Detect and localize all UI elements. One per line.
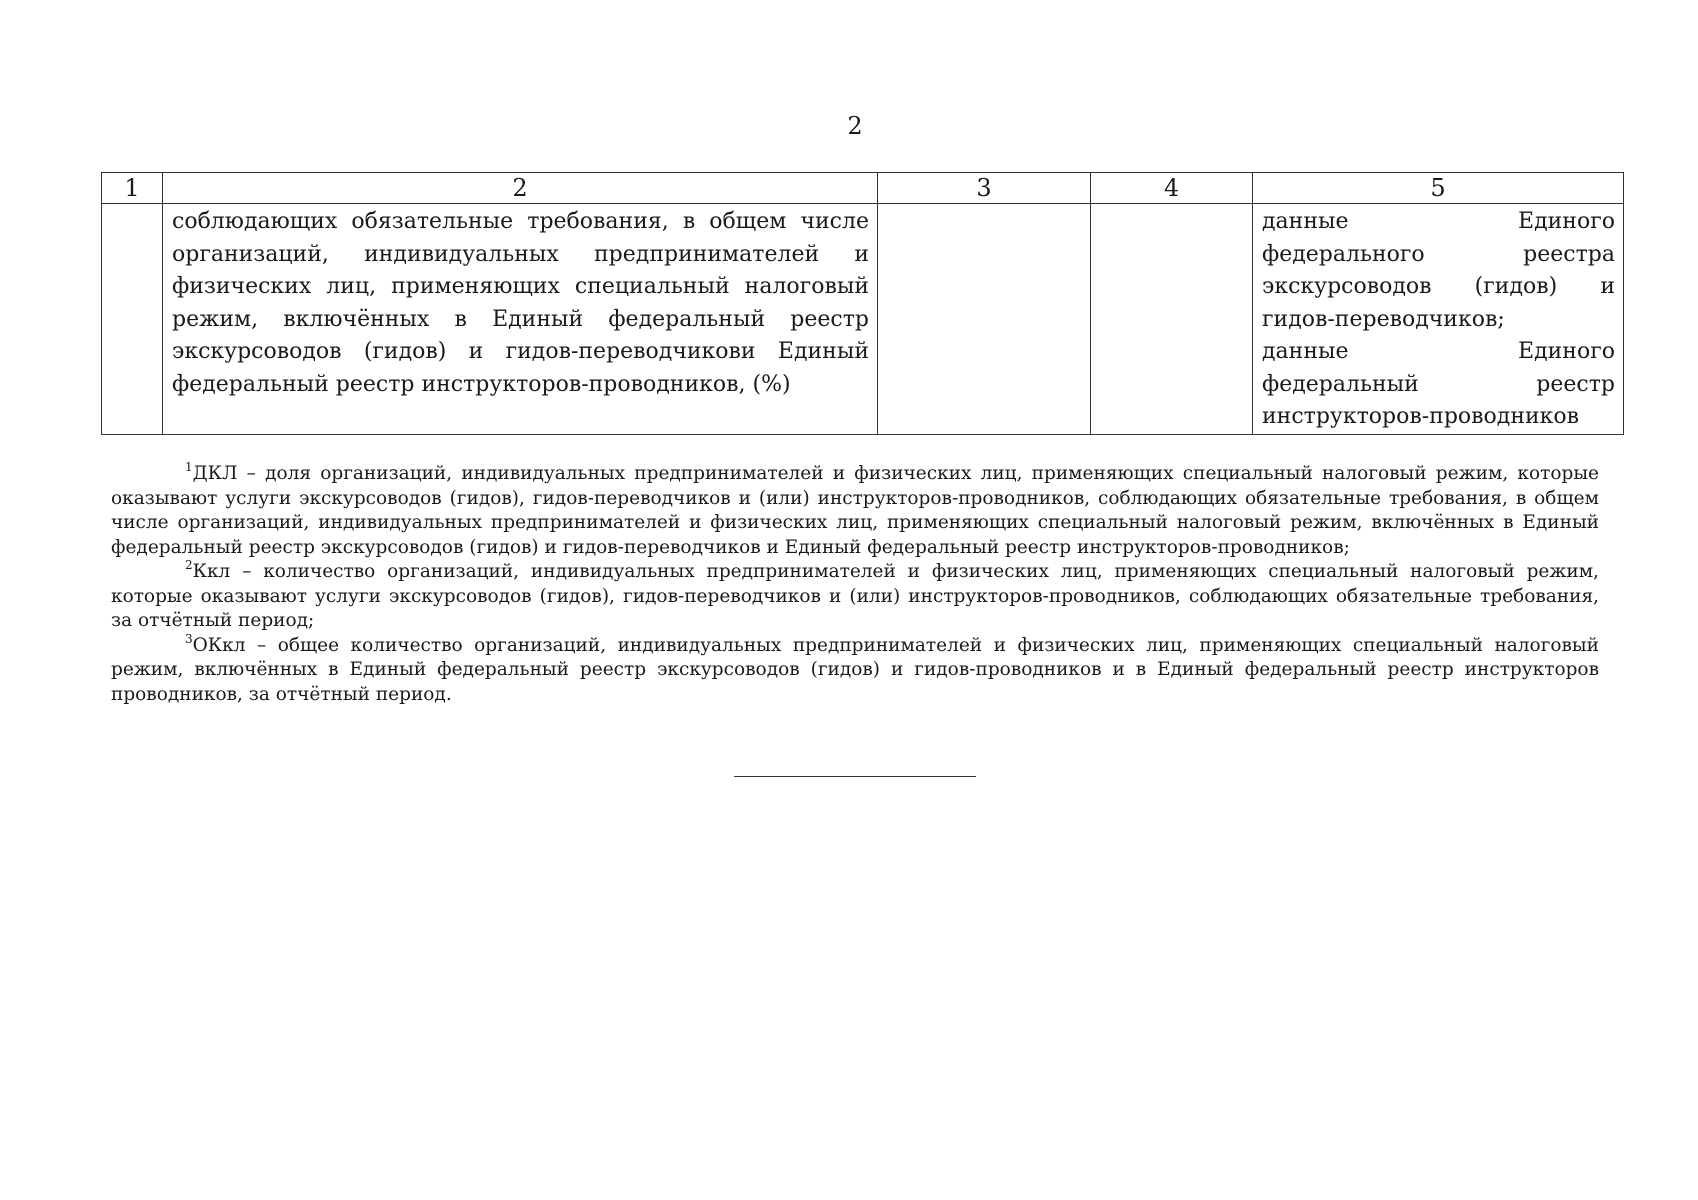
column-header-2: 2 [163, 173, 878, 204]
end-of-document-rule [734, 776, 976, 777]
row-number-cell [102, 204, 163, 435]
data-source-text [1253, 204, 1623, 434]
footnote-text-3: ОКкл – общее количество организаций, индивидуальных предпринимателей и физических лиц, применяющих специальный налоговый режим, включённых в Единый федеральный реестр экскурсоводов (гидов) и гидов-проводников и в Единый федеральный реестр инструкторов проводников, за отчётный период. [111, 634, 1599, 705]
indicator-table [101, 172, 1624, 435]
data-source-line-1: данные Единого федерального реестра экскурсоводов (гидов) и гидов-переводчиков; [1262, 209, 1615, 332]
footnotes [111, 462, 1599, 707]
footnote-3 [111, 631, 1599, 708]
footnote-text-1: ДКЛ – доля организаций, индивидуальных предпринимателей и физических лиц, применяющих специальный налоговый режим, которые оказывают услуги экскурсоводов (гидов), гидов-переводчиков и (или) инструкторов-проводников, соблюдающих обязательные требования, в общем числе организаций, индивидуальных предпринимателей и физических лиц, применяющих специальный налоговый режим, включённых в Единый федеральный реестр экскурсоводов (гидов) и гидов-переводчиков и Единый федеральный реестр инструкторов-проводников; [111, 463, 1599, 558]
table-header-row [102, 173, 1624, 204]
footnote-marker-3: 3 [185, 631, 193, 646]
data-source-cell [1253, 204, 1624, 435]
table-row [102, 204, 1624, 435]
page-number: 2 [847, 112, 863, 140]
column-4-cell [1091, 204, 1253, 435]
column-header-1: 1 [102, 173, 163, 204]
footnote-marker-2: 2 [185, 558, 193, 572]
column-header-5: 5 [1253, 173, 1624, 204]
column-header-4: 4 [1091, 173, 1253, 204]
data-source-line-2: данные Единого федеральный реестр инструкторов-проводников [1262, 339, 1615, 429]
footnote-1 [111, 462, 1599, 560]
column-3-cell [878, 204, 1091, 435]
footnote-text-2: Ккл – количество организаций, индивидуальных предпринимателей и физических лиц, применяющих специальный налоговый режим, которые оказывают услуги экскурсоводов (гидов), гидов-переводчиков и (или) инструкторов-проводников, соблюдающих обязательные требования, за отчётный период; [111, 561, 1599, 631]
column-header-3: 3 [878, 173, 1091, 204]
footnote-2 [111, 560, 1599, 634]
footnote-marker-1: 1 [185, 460, 193, 474]
indicator-description-text: соблюдающих обязательные требования, в общем числе организаций, индивидуальных предпринимателей и физических лиц, применяющих специальный налоговый режим, включённых в Единый федеральный реестр экскурсоводов (гидов) и гидов-переводчикови Единый федеральный реестр инструкторов-проводников, (%) [172, 209, 869, 397]
indicator-description-cell [163, 204, 878, 435]
